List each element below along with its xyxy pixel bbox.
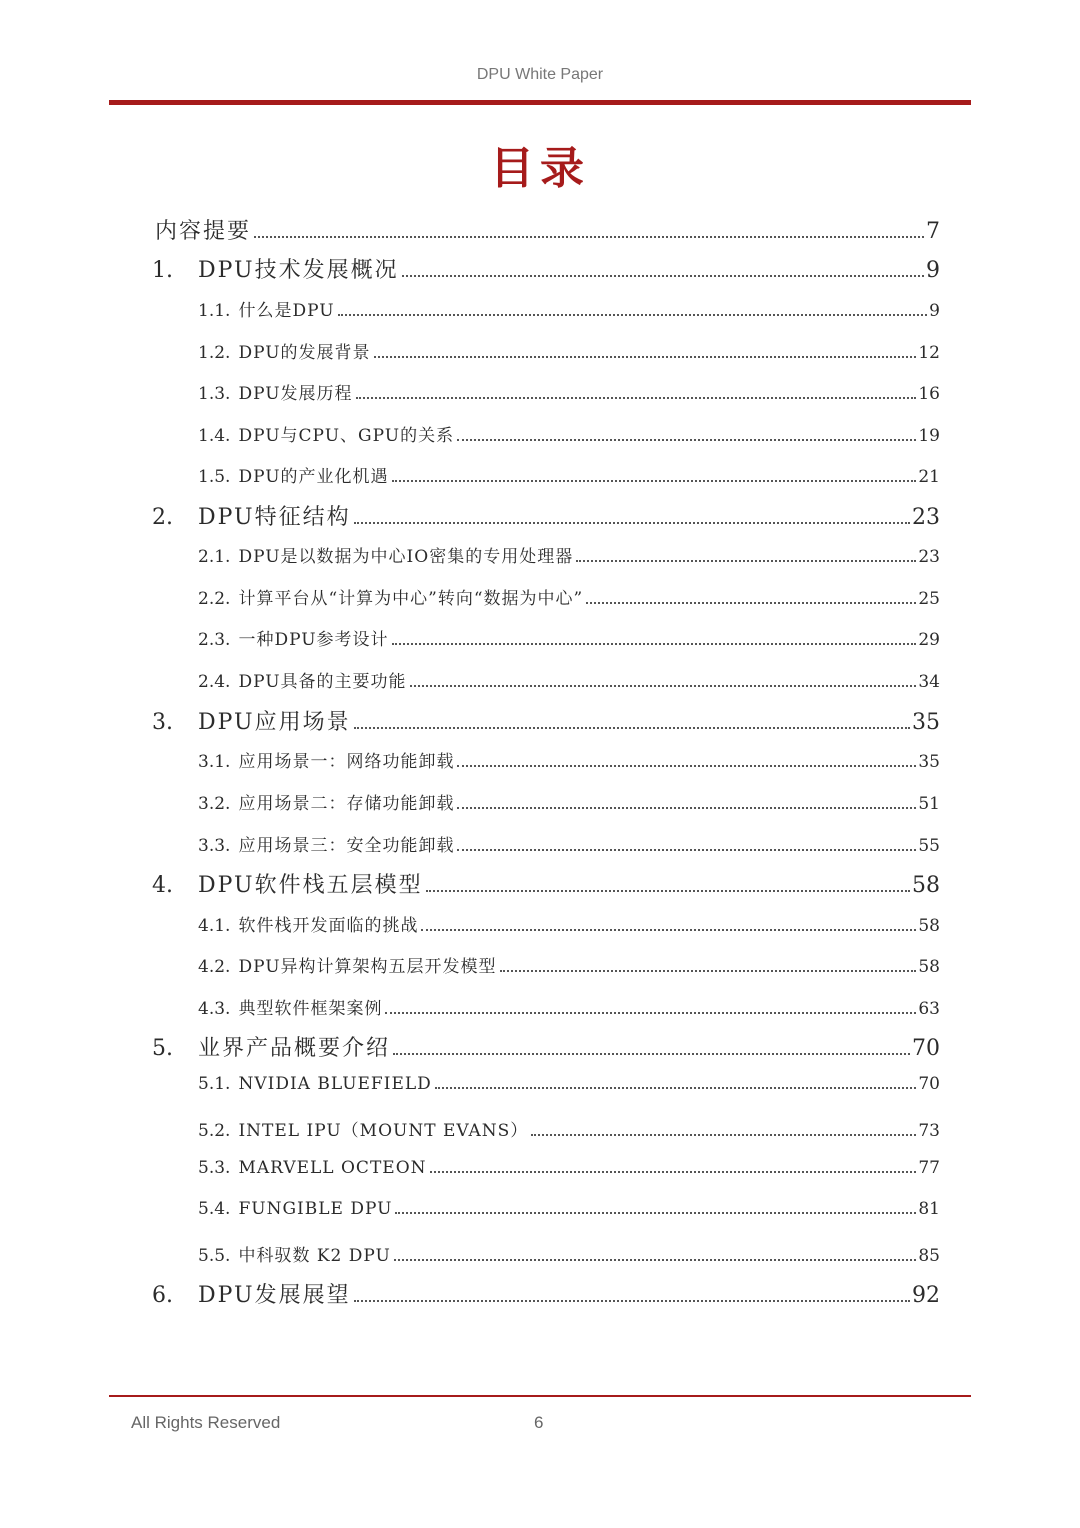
toc-entry-title: DPU的产业化机遇 bbox=[238, 467, 389, 487]
toc-entry-4-3[interactable] bbox=[198, 994, 940, 1019]
toc-entry-page: 85 bbox=[918, 1246, 940, 1266]
toc-entry-5-5[interactable] bbox=[198, 1241, 940, 1266]
toc-entry-title: 应用场景三：安全功能卸载 bbox=[238, 836, 455, 856]
toc-entry-title: 中科驭数 K2 DPU bbox=[238, 1246, 391, 1266]
toc-entry-title: DPU技术发展概况 bbox=[198, 258, 399, 283]
toc-entry-title: INTEL IPU（MOUNT EVANS） bbox=[238, 1121, 529, 1141]
toc-entry-page: 16 bbox=[918, 384, 940, 404]
toc-entry-title: DPU发展历程 bbox=[238, 384, 353, 404]
toc-entry-page: 9 bbox=[929, 301, 940, 321]
toc-entry-2-1[interactable] bbox=[198, 542, 940, 567]
dot-leader bbox=[392, 643, 917, 645]
toc-entry-3-2[interactable] bbox=[198, 789, 940, 814]
toc-entry-2-3[interactable] bbox=[198, 625, 940, 650]
dot-leader bbox=[393, 1053, 910, 1055]
toc-entry-title: DPU具备的主要功能 bbox=[238, 672, 407, 692]
toc-entry-number: 2.1. bbox=[198, 547, 231, 567]
dot-leader bbox=[354, 522, 910, 524]
toc-entry-number: 3.1. bbox=[198, 752, 231, 772]
toc-entry-number: 2.4. bbox=[198, 672, 231, 692]
toc-entry-page: 25 bbox=[918, 589, 940, 609]
toc-entry-title: DPU应用场景 bbox=[198, 710, 351, 735]
toc-entry-number: 6. bbox=[152, 1283, 173, 1308]
toc-entry-page: 35 bbox=[918, 752, 940, 772]
toc-entry-4-1[interactable] bbox=[198, 911, 940, 936]
toc-entry-5-3[interactable] bbox=[198, 1158, 940, 1178]
toc-entry-3-1[interactable] bbox=[198, 747, 940, 772]
dot-leader bbox=[531, 1134, 916, 1136]
dot-leader bbox=[576, 560, 916, 562]
running-header: DPU White Paper bbox=[476, 66, 604, 83]
toc-entry-3-3[interactable] bbox=[198, 831, 940, 856]
toc-entry-number: 3.2. bbox=[198, 794, 231, 814]
toc-entry-page: 29 bbox=[918, 630, 940, 650]
toc-entry-2-4[interactable] bbox=[198, 667, 940, 692]
dot-leader bbox=[430, 1171, 917, 1173]
toc-entry-number: 5.5. bbox=[198, 1246, 231, 1266]
toc-entry-page: 9 bbox=[926, 258, 940, 283]
toc-entry-4[interactable] bbox=[152, 868, 940, 899]
toc-entry-6[interactable] bbox=[152, 1278, 940, 1309]
toc-entry-number: 4.3. bbox=[198, 999, 231, 1019]
dot-leader bbox=[500, 970, 917, 972]
toc-entry-5-1[interactable] bbox=[198, 1074, 940, 1094]
toc-entry-number: 4.2. bbox=[198, 957, 231, 977]
dot-leader bbox=[435, 1087, 917, 1089]
toc-entry-title: DPU与CPU、GPU的关系 bbox=[238, 426, 455, 446]
toc-entry-title: NVIDIA BLUEFIELD bbox=[238, 1074, 432, 1094]
toc-entry-title: 一种DPU参考设计 bbox=[238, 630, 389, 650]
toc-entry-number: 4.1. bbox=[198, 916, 231, 936]
dot-leader bbox=[394, 1259, 916, 1261]
toc-entry-number: 2.3. bbox=[198, 630, 231, 650]
dot-leader bbox=[457, 849, 916, 851]
toc-entry-title: 软件栈开发面临的挑战 bbox=[238, 916, 419, 936]
toc-entry-title: 什么是DPU bbox=[238, 301, 335, 321]
toc-entry-1-4[interactable] bbox=[198, 421, 940, 446]
dot-leader bbox=[395, 1212, 916, 1214]
toc-entry-number: 2.2. bbox=[198, 589, 231, 609]
toc-entry-number: 5.1. bbox=[198, 1074, 231, 1094]
toc-entry-number: 1.3. bbox=[198, 384, 231, 404]
dot-leader bbox=[392, 480, 917, 482]
toc-entry-number: 5.3. bbox=[198, 1158, 231, 1178]
toc-entry-number: 1.5. bbox=[198, 467, 231, 487]
dot-leader bbox=[457, 765, 916, 767]
toc-entry-page: 23 bbox=[912, 505, 940, 530]
toc-entry-number: 3. bbox=[152, 710, 173, 735]
toc-entry-title: 内容提要 bbox=[155, 219, 252, 244]
toc-entry-number: 4. bbox=[152, 873, 173, 898]
toc-entry-page: 58 bbox=[912, 873, 940, 898]
footer-page-number: 6 bbox=[534, 1413, 544, 1432]
toc-entry-page: 63 bbox=[918, 999, 940, 1019]
footer-rights: All Rights Reserved bbox=[131, 1413, 281, 1432]
dot-leader bbox=[421, 929, 916, 931]
dot-leader bbox=[586, 602, 916, 604]
dot-leader bbox=[254, 236, 924, 238]
toc-entry-page: 51 bbox=[918, 794, 940, 814]
dot-leader bbox=[374, 356, 917, 358]
toc-entry-1-3[interactable] bbox=[198, 379, 940, 404]
toc-entry-title: DPU软件栈五层模型 bbox=[198, 873, 423, 898]
toc-entry-1-2[interactable] bbox=[198, 338, 940, 363]
toc-entry-5[interactable] bbox=[152, 1031, 940, 1062]
toc-entry-3[interactable] bbox=[152, 705, 940, 736]
toc-entry-number: 5. bbox=[152, 1036, 173, 1061]
toc-entry-page: 7 bbox=[926, 219, 940, 244]
toc-entry-title: 业界产品概要介绍 bbox=[198, 1036, 391, 1061]
toc-entry-number: 1.4. bbox=[198, 426, 231, 446]
dot-leader bbox=[457, 439, 916, 441]
toc-entry-page: 23 bbox=[918, 547, 940, 567]
page-title: 目录 bbox=[490, 143, 590, 194]
toc-entry-title: 应用场景一：网络功能卸载 bbox=[238, 752, 455, 772]
toc-entry-page: 70 bbox=[918, 1074, 940, 1094]
toc-entry-page: 77 bbox=[918, 1158, 940, 1178]
toc-entry-page: 55 bbox=[918, 836, 940, 856]
toc-entry-title: DPU的发展背景 bbox=[238, 343, 371, 363]
toc-entry-number: 1.1. bbox=[198, 301, 231, 321]
toc-entry-4-2[interactable] bbox=[198, 952, 940, 977]
dot-leader bbox=[354, 1300, 910, 1302]
toc-entry-page: 92 bbox=[912, 1283, 940, 1308]
dot-leader bbox=[385, 1012, 916, 1014]
toc-entry-number: 2. bbox=[152, 505, 173, 530]
toc-entry-1[interactable] bbox=[152, 253, 940, 284]
toc-entry-title: MARVELL OCTEON bbox=[238, 1158, 427, 1178]
toc-entry-number: 1.2. bbox=[198, 343, 231, 363]
toc-entry-summary[interactable] bbox=[155, 214, 940, 245]
toc-entry-page: 34 bbox=[918, 672, 940, 692]
toc-entry-number: 5.2. bbox=[198, 1121, 231, 1141]
toc-entry-title: DPU发展展望 bbox=[198, 1283, 351, 1308]
dot-leader bbox=[457, 807, 916, 809]
toc-entry-1-5[interactable] bbox=[198, 462, 940, 487]
toc-entry-1-1[interactable] bbox=[198, 296, 940, 321]
toc-entry-page: 35 bbox=[912, 710, 940, 735]
toc-entry-number: 1. bbox=[152, 258, 173, 283]
toc-entry-title: DPU异构计算架构五层开发模型 bbox=[238, 957, 497, 977]
dot-leader bbox=[402, 275, 924, 277]
toc-entry-2-2[interactable] bbox=[198, 584, 940, 609]
toc-entry-title: 应用场景二：存储功能卸载 bbox=[238, 794, 455, 814]
dot-leader bbox=[354, 727, 910, 729]
toc-entry-page: 19 bbox=[918, 426, 940, 446]
toc-entry-title: DPU是以数据为中心IO密集的专用处理器 bbox=[238, 547, 574, 567]
toc-entry-page: 12 bbox=[918, 343, 940, 363]
toc-entry-5-2[interactable] bbox=[198, 1116, 940, 1141]
toc-entry-page: 58 bbox=[918, 916, 940, 936]
toc-entry-2[interactable] bbox=[152, 500, 940, 531]
toc-entry-page: 73 bbox=[918, 1121, 940, 1141]
toc-entry-page: 81 bbox=[918, 1199, 940, 1219]
dot-leader bbox=[410, 685, 917, 687]
toc-entry-page: 58 bbox=[918, 957, 940, 977]
toc-entry-page: 21 bbox=[918, 467, 940, 487]
toc-entry-title: 典型软件框架案例 bbox=[238, 999, 383, 1019]
dot-leader bbox=[426, 890, 910, 892]
toc-entry-number: 3.3. bbox=[198, 836, 231, 856]
toc-entry-number: 5.4. bbox=[198, 1199, 231, 1219]
dot-leader bbox=[338, 314, 928, 316]
dot-leader bbox=[356, 397, 917, 399]
toc-entry-page: 70 bbox=[912, 1036, 940, 1061]
footer-rule bbox=[109, 1395, 971, 1397]
toc-entry-title: DPU特征结构 bbox=[198, 505, 351, 530]
toc-entry-title: FUNGIBLE DPU bbox=[238, 1199, 393, 1219]
toc-entry-5-4[interactable] bbox=[198, 1199, 940, 1219]
toc-entry-title: 计算平台从“计算为中心”转向“数据为中心” bbox=[238, 589, 584, 609]
